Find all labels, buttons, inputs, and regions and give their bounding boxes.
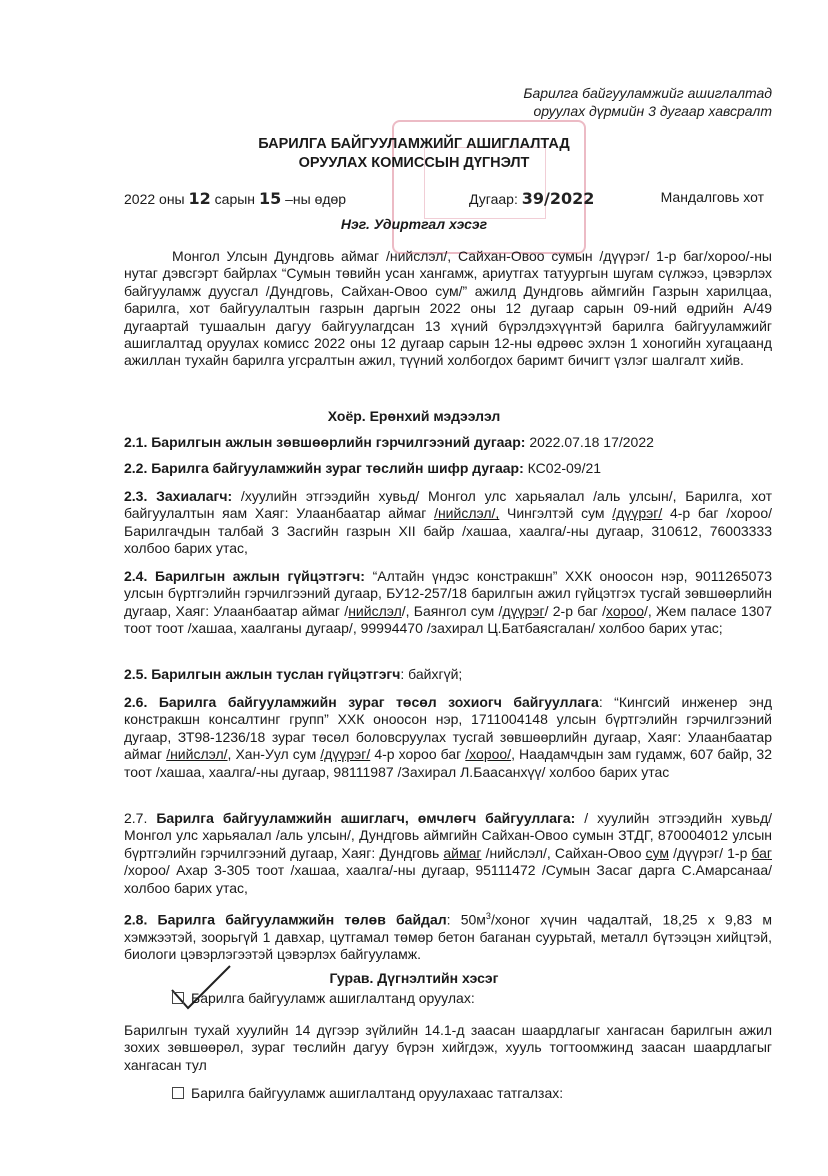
item-2-6-text: , Наадамчдын зам гудамж, 607 байр, 32 тоот /хашаа, хаалга/-ны дугаар, 98111987 /Захирал Л.Баасанхүү/ холбоо барих утас [124,746,772,780]
item-2-4-underlined: дүүрэг [502,602,545,619]
item-2-3 [124,488,772,558]
item-2-6-underlined: /дүүрэг/ [320,746,371,763]
item-2-5 [124,666,772,683]
section-1-heading: Нэг. Удиртгал хэсэг [340,216,488,232]
item-2-4-underlined: нийслэл [348,602,402,619]
day-text: –ны өдөр [285,191,347,207]
item-2-7-label: Барилга байгууламжийн ашиглагч, өмчлөгч байгууллага: [156,810,576,826]
item-2-6-label: 2.6. Барилга байгууламжийн зураг төсөл зохиогч байгууллага [124,694,599,710]
item-2-4-text: “Алтайн үндэс констракшн” ХХК оноосон нэр, 9011265073 улсын бүртгэлийн гэрчилгээний дугаар, БУ12-257/18 барилгын ажил гүйцэтгэх тусгай зөвшөөрлийн дугаар, Хаяг: Улаанбаатар аймаг / [124,568,772,619]
section-2-heading: Хоёр. Ерөнхий мэдээлэл [327,408,501,424]
title-line-1: БАРИЛГА БАЙГУУЛАМЖИЙГ АШИГЛАЛТАД [258,136,570,152]
item-2-4-text: /, Жем паласе 1307 тоот тоот /хашаа, хаалганы дугаар/, 99994470 /захирал Ц.Батбаясгалан/ холбоо барих утас; [124,602,772,637]
handwritten-number: 39/2022 [521,189,595,208]
section-3-heading: Гурав. Дүгнэлтийн хэсэг [329,970,499,986]
reject-checkbox[interactable] [172,1087,184,1099]
item-2-7-text: /дүүрэг/ 1-р [669,844,752,861]
annex-line-2: оруулах дүрмийн 3 дугаар хавсралт [533,103,772,119]
item-2-1-label: 2.1. Барилгын ажлын зөвшөөрлийн гэрчилгээний дугаар: [124,434,526,450]
annex-line-1: Барилга байгууламжийг ашиглалтад [523,85,772,101]
item-2-3-text: /хуулийн этгээдийн хувьд/ Монгол улс харьяалал /аль улсын/, Барилга, хот байгуулалтын яам Хаяг: Улаанбаатар аймаг [124,488,772,522]
document-title [0,135,828,173]
handwritten-month: 12 [188,189,211,208]
handwritten-day: 15 [258,189,282,208]
item-2-3-underlined: /дүүрэг/ [612,505,663,522]
title-line-2: ОРУУЛАХ КОМИССЫН ДҮГНЭЛТ [298,155,530,171]
approve-checkbox[interactable] [172,992,184,1004]
item-2-4-underlined: хороо [606,602,645,619]
conclusion-text: Барилгын тухай хуулийн 14 дүгээр зүйлийн 14.1-д заасан шаардлагыг хангасан барилгын ажил зохих зөвшөөрөл, зураг төслийн дагуу бүрэн хийгдэж, хууль тогтоомжинд заасан шаардлагыг хангасан тул [124,1022,772,1073]
item-2-6 [124,694,772,781]
item-2-1 [124,434,772,451]
item-2-6-text: , Хан-Уул сум [227,746,321,763]
cubic-superscript: 3 [485,911,491,921]
item-2-2-label: 2.2. Барилга байгууламжийн зураг төслийн шифр дугаар: [124,460,524,476]
item-2-7-text: / хуулийн этгээдийн хувьд/ Монгол улс харьяалал /аль улсын/, Дундговь аймгийн Сайхан-Овоо сумын ЗТДГ, 870004012 улсын бүртгэлийн гэрчилгээний дугаар, Хаяг: Дундговь [124,810,772,861]
item-2-3-text: 4-р баг /хороо/ Барилгачдын талбай 3 Засгийн газрын XII байр /хашаа, хаалга/-ны дугаар, 310612, 76003333 холбоо барих утас, [124,505,773,557]
item-2-6-text: 4-р хороо баг [370,746,466,763]
item-2-7 [124,810,772,897]
item-2-4-text: /, Баянгол сум / [401,602,503,619]
item-2-6-text: : “Кингсий инженер энд констракшн консалтинг групп” ХХК оноосон нэр, 1711004148 улсын бүртгэлийн гэрчилгээний дугаар, ЗТ98-1236/18 зураг төсөл боловсруулах тусгай зөвшөөрлийн дугаар, Хаяг: Улаанбаатар аймаг [124,694,772,763]
item-2-1-value: 2022.07.18 17/2022 [525,434,654,450]
item-2-6-underlined: /нийслэл/ [166,746,228,763]
item-2-8-text: : 50м [446,911,486,928]
number-label: Дугаар: [469,191,518,207]
item-2-7-underlined: сум [645,844,670,861]
section-1-text: Монгол Улсын Дундговь аймаг /нийслэл/, Сайхан-Овоо сумын /дүүрэг/ 1-р баг/хороо/-ны нутаг дэвсгэрт байрлах “Сумын төвийн усан хангамж, ариутгах татуургын шугам сүлжээ, цэвэрлэх байгууламж дуусгал /Дундговь, Сайхан-Овоо сум/” ажилд Дундговь аймгийн Газрын харилцаа, барилга, хот байгуулалтын газрын даргын 2022 оны 12 дугаар сарын 09-ний өдрийн А/49 дугаартай тушаалын дагуу байгуулагдсан 13 хүний бүрэлдэхүүнтэй барилга байгууламжийг ашиглалтад оруулах комисс 2022 оны 12 дугаар сарын 12-ны өдрөөс эхлэн 1 хоногийн хугацаанд ажиллан тухайн барилга угсралтын ажил, түүний холбогдох баримт бичигт үзлэг шалгалт хийв. [124,248,772,369]
item-2-7-underlined: баг [751,844,772,861]
item-2-4 [124,568,772,638]
item-2-7-number: 2.7. [124,810,157,826]
item-2-3-text: Чингэлтэй сум [499,505,613,522]
item-2-8 [124,908,772,964]
date-field [124,189,409,208]
item-2-4-label: 2.4. Барилгын ажлын гүйцэтгэгч: [124,568,365,584]
item-2-2 [124,460,772,477]
number-field [469,189,639,208]
item-2-2-value: КС02-09/21 [523,460,602,476]
item-2-3-label: 2.3. Захиалагч: [124,488,233,504]
option-reject-row [172,1085,563,1101]
item-2-8-label: 2.8. Барилга байгууламжийн төлөв байдал [124,911,447,928]
place-text: Мандалговь хот [660,189,764,205]
year-text: 2022 оны [124,191,185,207]
item-2-4-text: / 2-р баг / [544,602,607,619]
item-2-5-label: 2.5. Барилгын ажлын туслан гүйцэтгэгч [124,666,401,682]
item-2-7-underlined: аймаг [443,844,482,861]
option-reject-label: Барилга байгууламж ашиглалтанд оруулахаас татгалзах: [191,1085,564,1101]
item-2-7-text: /хороо/ Ахар 3-305 тоот /хашаа, хаалга/-ны дугаар, 95111472 /Сумын Засаг дарга С.Амарсанаа/ холбоо барих утас, [124,862,772,896]
date-line [124,189,764,208]
item-2-6-underlined: /хороо/ [465,746,512,763]
annex-note [523,84,772,120]
item-2-8-text: /хоног хүчин чадалтай, 18,25 х 9,83 м хэмжээтэй, зоорьгүй 1 давхар, цутгамал төмөр бетон баганан суурьтай, металл бүтээцэн хийцтэй, биологи цэвэрлэгээтэй цэвэрлэх байгууламж. [124,911,772,963]
item-2-3-underlined: /нийслэл/, [434,505,500,522]
item-2-7-text: /нийслэл/, Сайхан-Овоо [481,844,646,861]
month-text: сарын [214,191,256,207]
item-2-5-value: : байхгүй; [400,666,463,682]
option-approve-row [172,990,475,1006]
option-approve-label: Барилга байгууламж ашиглалтанд оруулах: [191,990,475,1006]
